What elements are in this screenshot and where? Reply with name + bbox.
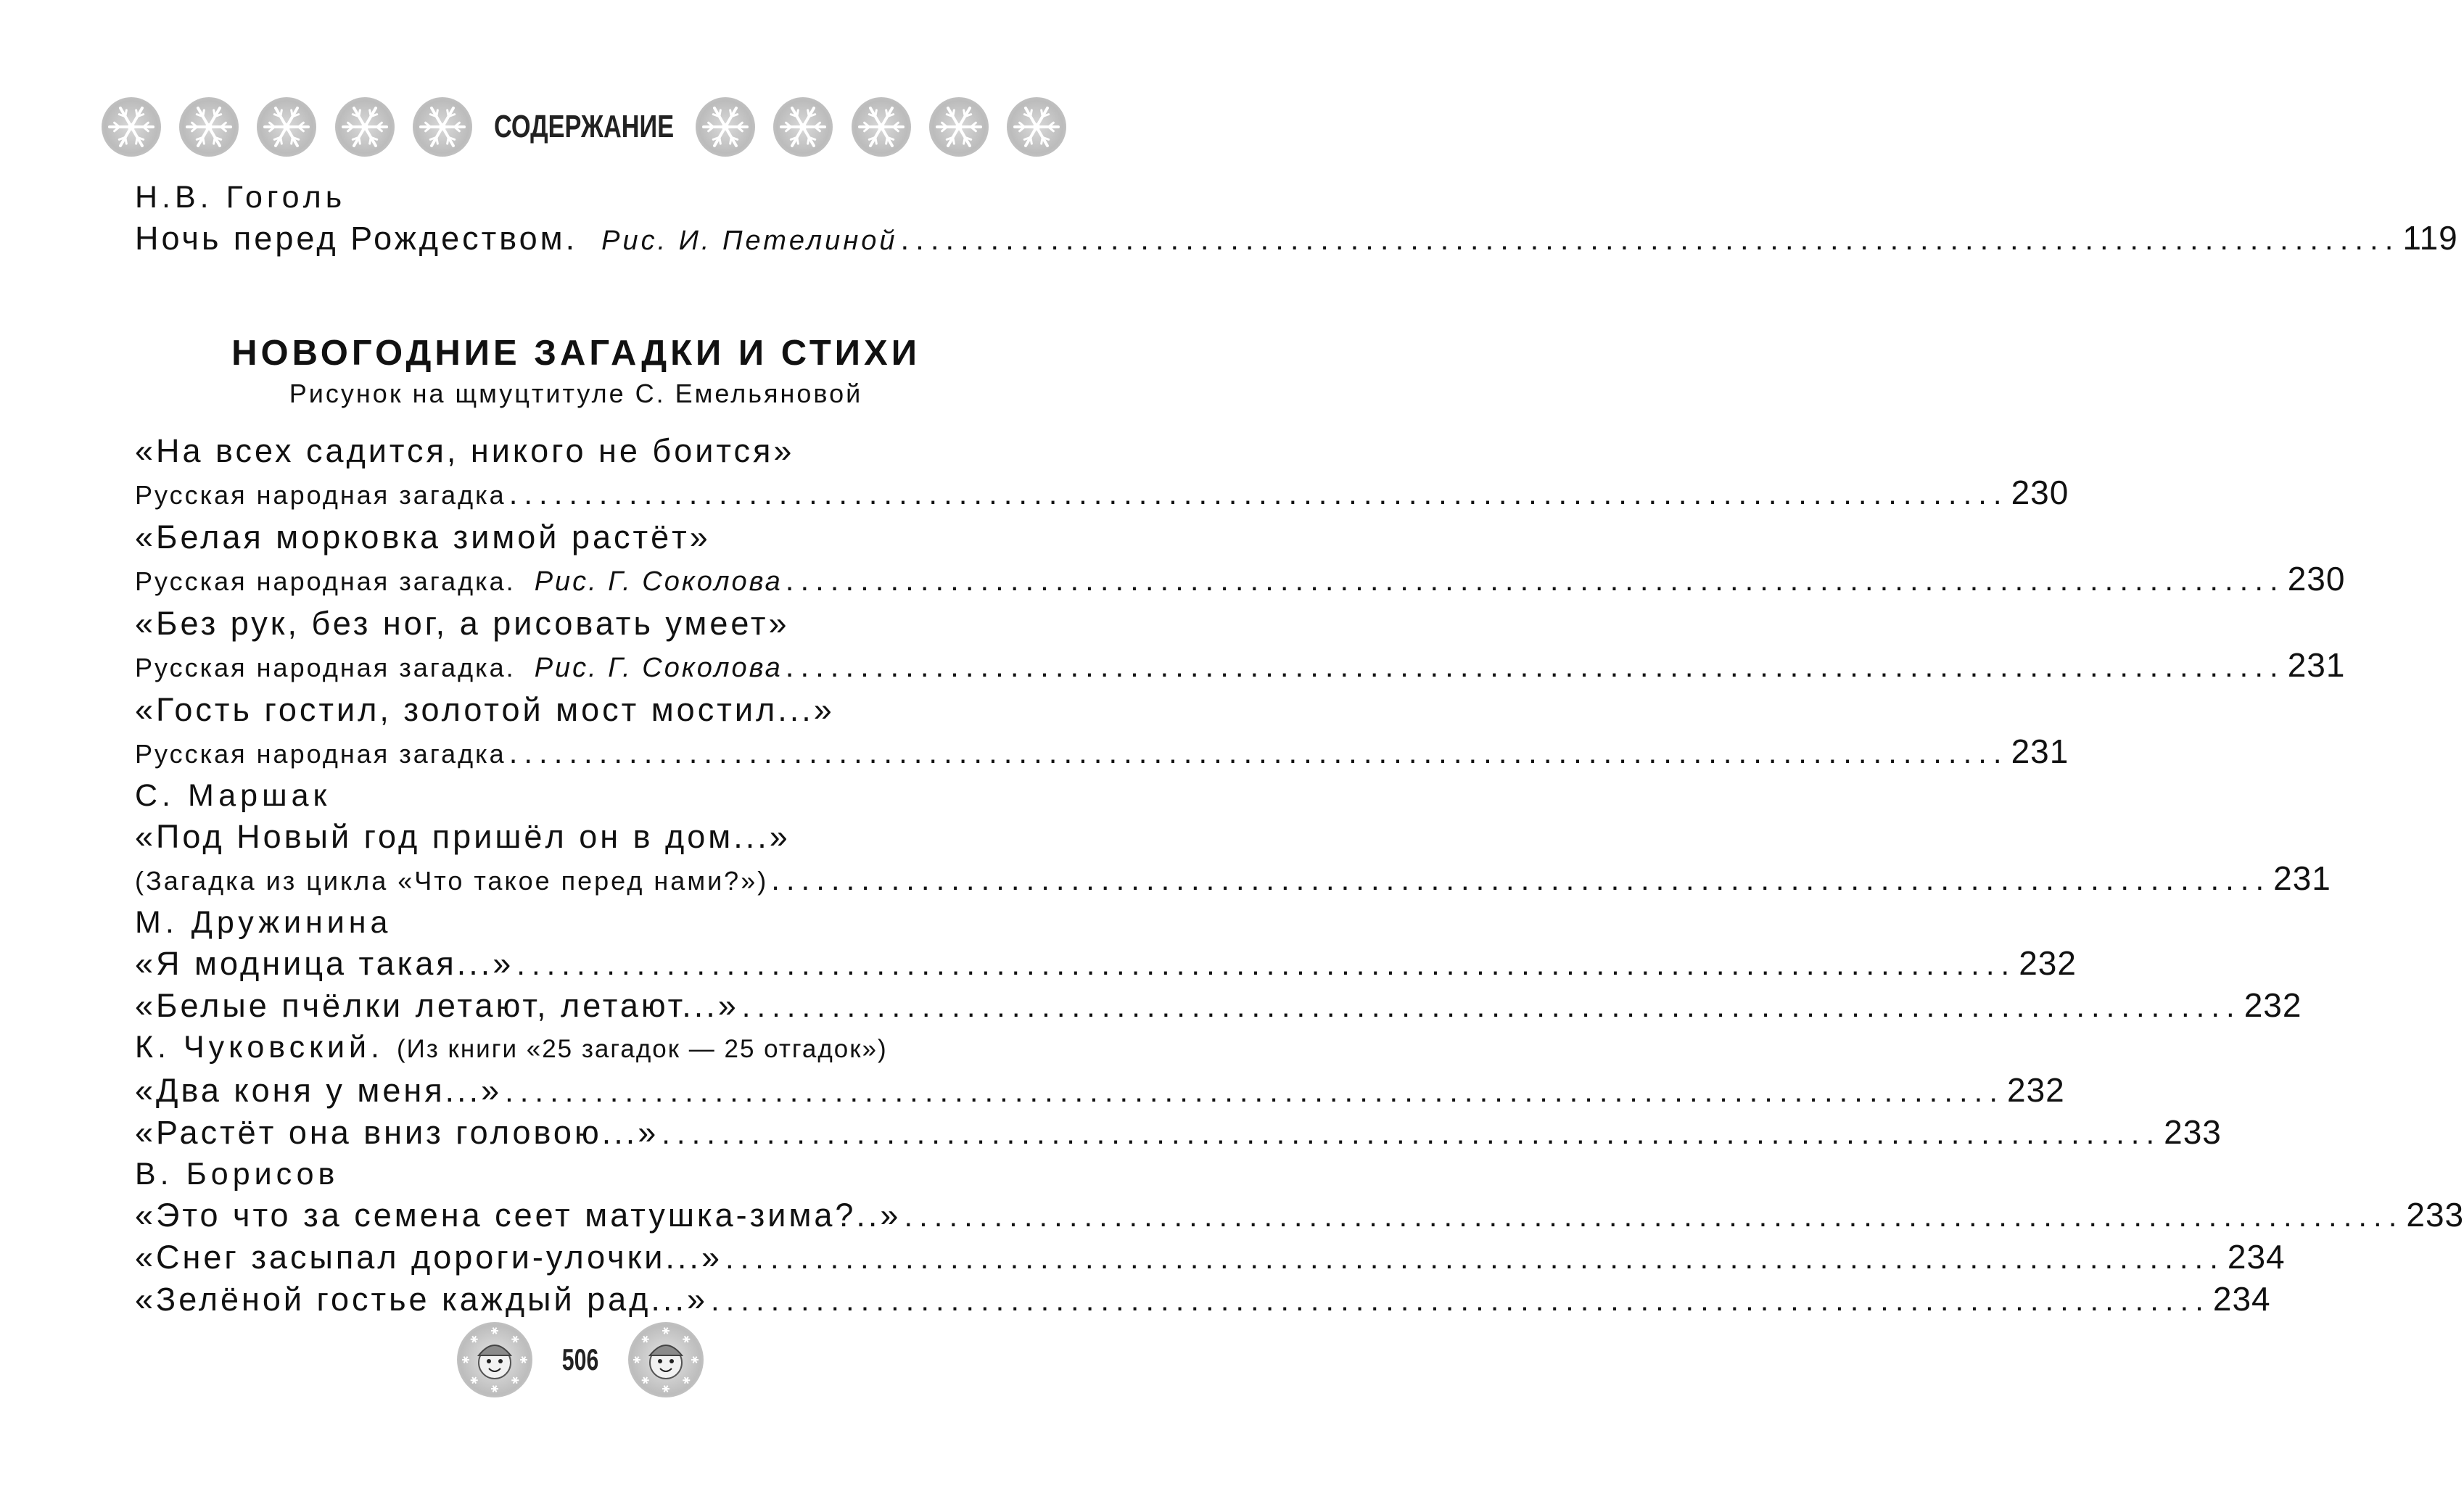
entry-title: «Белая морковка зимой растёт» [135,519,711,556]
author-line [135,1027,1017,1070]
page-number: 234 [2212,1280,2271,1318]
toc-entry[interactable] [135,730,2069,775]
snowflake-icon [773,97,833,157]
page-number: 230 [2287,560,2346,598]
page-footer [457,1320,704,1400]
page-header [102,93,1066,161]
toc-entry[interactable] [135,558,2346,603]
snowflake-icon [179,97,239,157]
snowflake-icon [102,97,161,157]
dot-leader: .................................................................................................... [785,563,2285,597]
entry-title: «Под Новый год пришёл он в дом...» [135,818,791,855]
entry-title: «Гость гостил, золотой мост мостил...» [135,691,835,728]
toc-entry[interactable] [135,985,2302,1027]
toc-entry[interactable] [135,218,2458,262]
page-number: 232 [2007,1071,2065,1109]
snowflake-icon [413,97,472,157]
toc-entry[interactable] [135,1279,2271,1321]
dot-leader: .................................................................................................... [710,1283,2210,1317]
entry-title: «Снег засыпал дороги-улочки...» [135,1239,722,1276]
entry-title: «Белые пчёлки летают, летают...» [135,987,739,1024]
entry-source: Русская народная загадка. Рис. Г. Соколова [135,653,783,683]
entry-source: Русская народная загадка [135,739,506,769]
illustrator-credit: Рис. Г. Соколова [534,653,783,683]
dot-leader: .................................................................................................... [505,1074,2004,1108]
entry-title: «Без рук, без ног, а рисовать умеет» [135,605,790,642]
snowflake-icon [335,97,395,157]
page-number: 231 [2273,859,2331,897]
entry-note: (Загадка из цикла «Что такое перед нами?») [135,866,769,896]
dot-leader: .................................................................................................... [904,1199,2404,1233]
toc-entry[interactable] [135,1194,2464,1236]
snowflake-icon [1007,97,1066,157]
header-title: СОДЕРЖАНИЕ [493,109,675,144]
table-of-contents [135,177,2464,1321]
author-note: (Из книги «25 загадок — 25 отгадок») [396,1035,888,1063]
dot-leader: .................................................................................................... [900,222,2400,256]
toc-entry[interactable] [135,1236,2286,1279]
snowflake-icon [852,97,911,157]
toc-entry[interactable] [135,1112,2222,1154]
toc-entry[interactable] [135,471,2069,516]
author-name: В. Борисов [135,1157,339,1192]
page-number: 232 [2019,944,2077,982]
snowflake-icon [696,97,755,157]
author-name: К. Чуковский. [135,1030,384,1065]
section-title: НОВОГОДНИЕ ЗАГАДКИ И СТИХИ [231,334,920,373]
page-number: 119 [2402,219,2458,257]
entry-source: Русская народная загадка. Рис. Г. Соколова [135,566,783,597]
page-number: 233 [2406,1196,2464,1234]
page-number-footer: 506 [561,1342,599,1376]
dot-leader: .................................................................................................... [516,947,2016,981]
entry-title: «Я модница такая...» [135,945,514,982]
toc-entry[interactable] [135,857,2331,902]
snowflake-icon [929,97,989,157]
section-subtitle: Рисунок на щмуцтитуле С. Емельяновой [289,379,863,408]
snowman-medallion-icon [628,1322,704,1397]
entry-title: «Это что за семена сеет матушка-зима?..» [135,1197,902,1234]
entry-title: «Растёт она вниз головою...» [135,1114,659,1151]
toc-entry[interactable] [135,1070,2065,1112]
entry-source: Русская народная загадка [135,480,506,510]
snowflake-icon [257,97,316,157]
page-number: 231 [2011,732,2069,770]
page-number: 230 [2011,474,2069,511]
page-number: 234 [2227,1238,2286,1276]
page-number: 231 [2287,646,2346,684]
illustrator-credit: Рис. Г. Соколова [534,566,783,597]
toc-entry[interactable] [135,644,2346,689]
page-number: 232 [2243,986,2302,1024]
dot-leader: .................................................................................................... [741,989,2241,1023]
dot-leader: .................................................................................................... [508,476,2008,511]
dot-leader: .................................................................................................... [508,735,2008,769]
dot-leader: .................................................................................................... [771,862,2271,896]
illustrator-credit: Рис. И. Петелиной [601,226,898,256]
dot-leader: .................................................................................................... [785,649,2285,683]
dot-leader: .................................................................................................... [662,1116,2162,1150]
dot-leader: .................................................................................................... [725,1241,2225,1275]
toc-entry[interactable] [135,943,2077,985]
snowman-medallion-icon [457,1322,532,1397]
page-number: 233 [2164,1113,2222,1151]
entry-title: Ночь перед Рождеством. Рис. И. Петелиной [135,220,898,257]
entry-title: «Два коня у меня...» [135,1072,503,1109]
author-name: Н.В. Гоголь [135,180,347,215]
author-name: М. Дружинина [135,905,392,940]
entry-title: «Зелёной гостье каждый рад...» [135,1281,708,1318]
entry-title: «На всех садится, никого не боится» [135,432,795,469]
author-name: С. Маршак [135,778,331,813]
